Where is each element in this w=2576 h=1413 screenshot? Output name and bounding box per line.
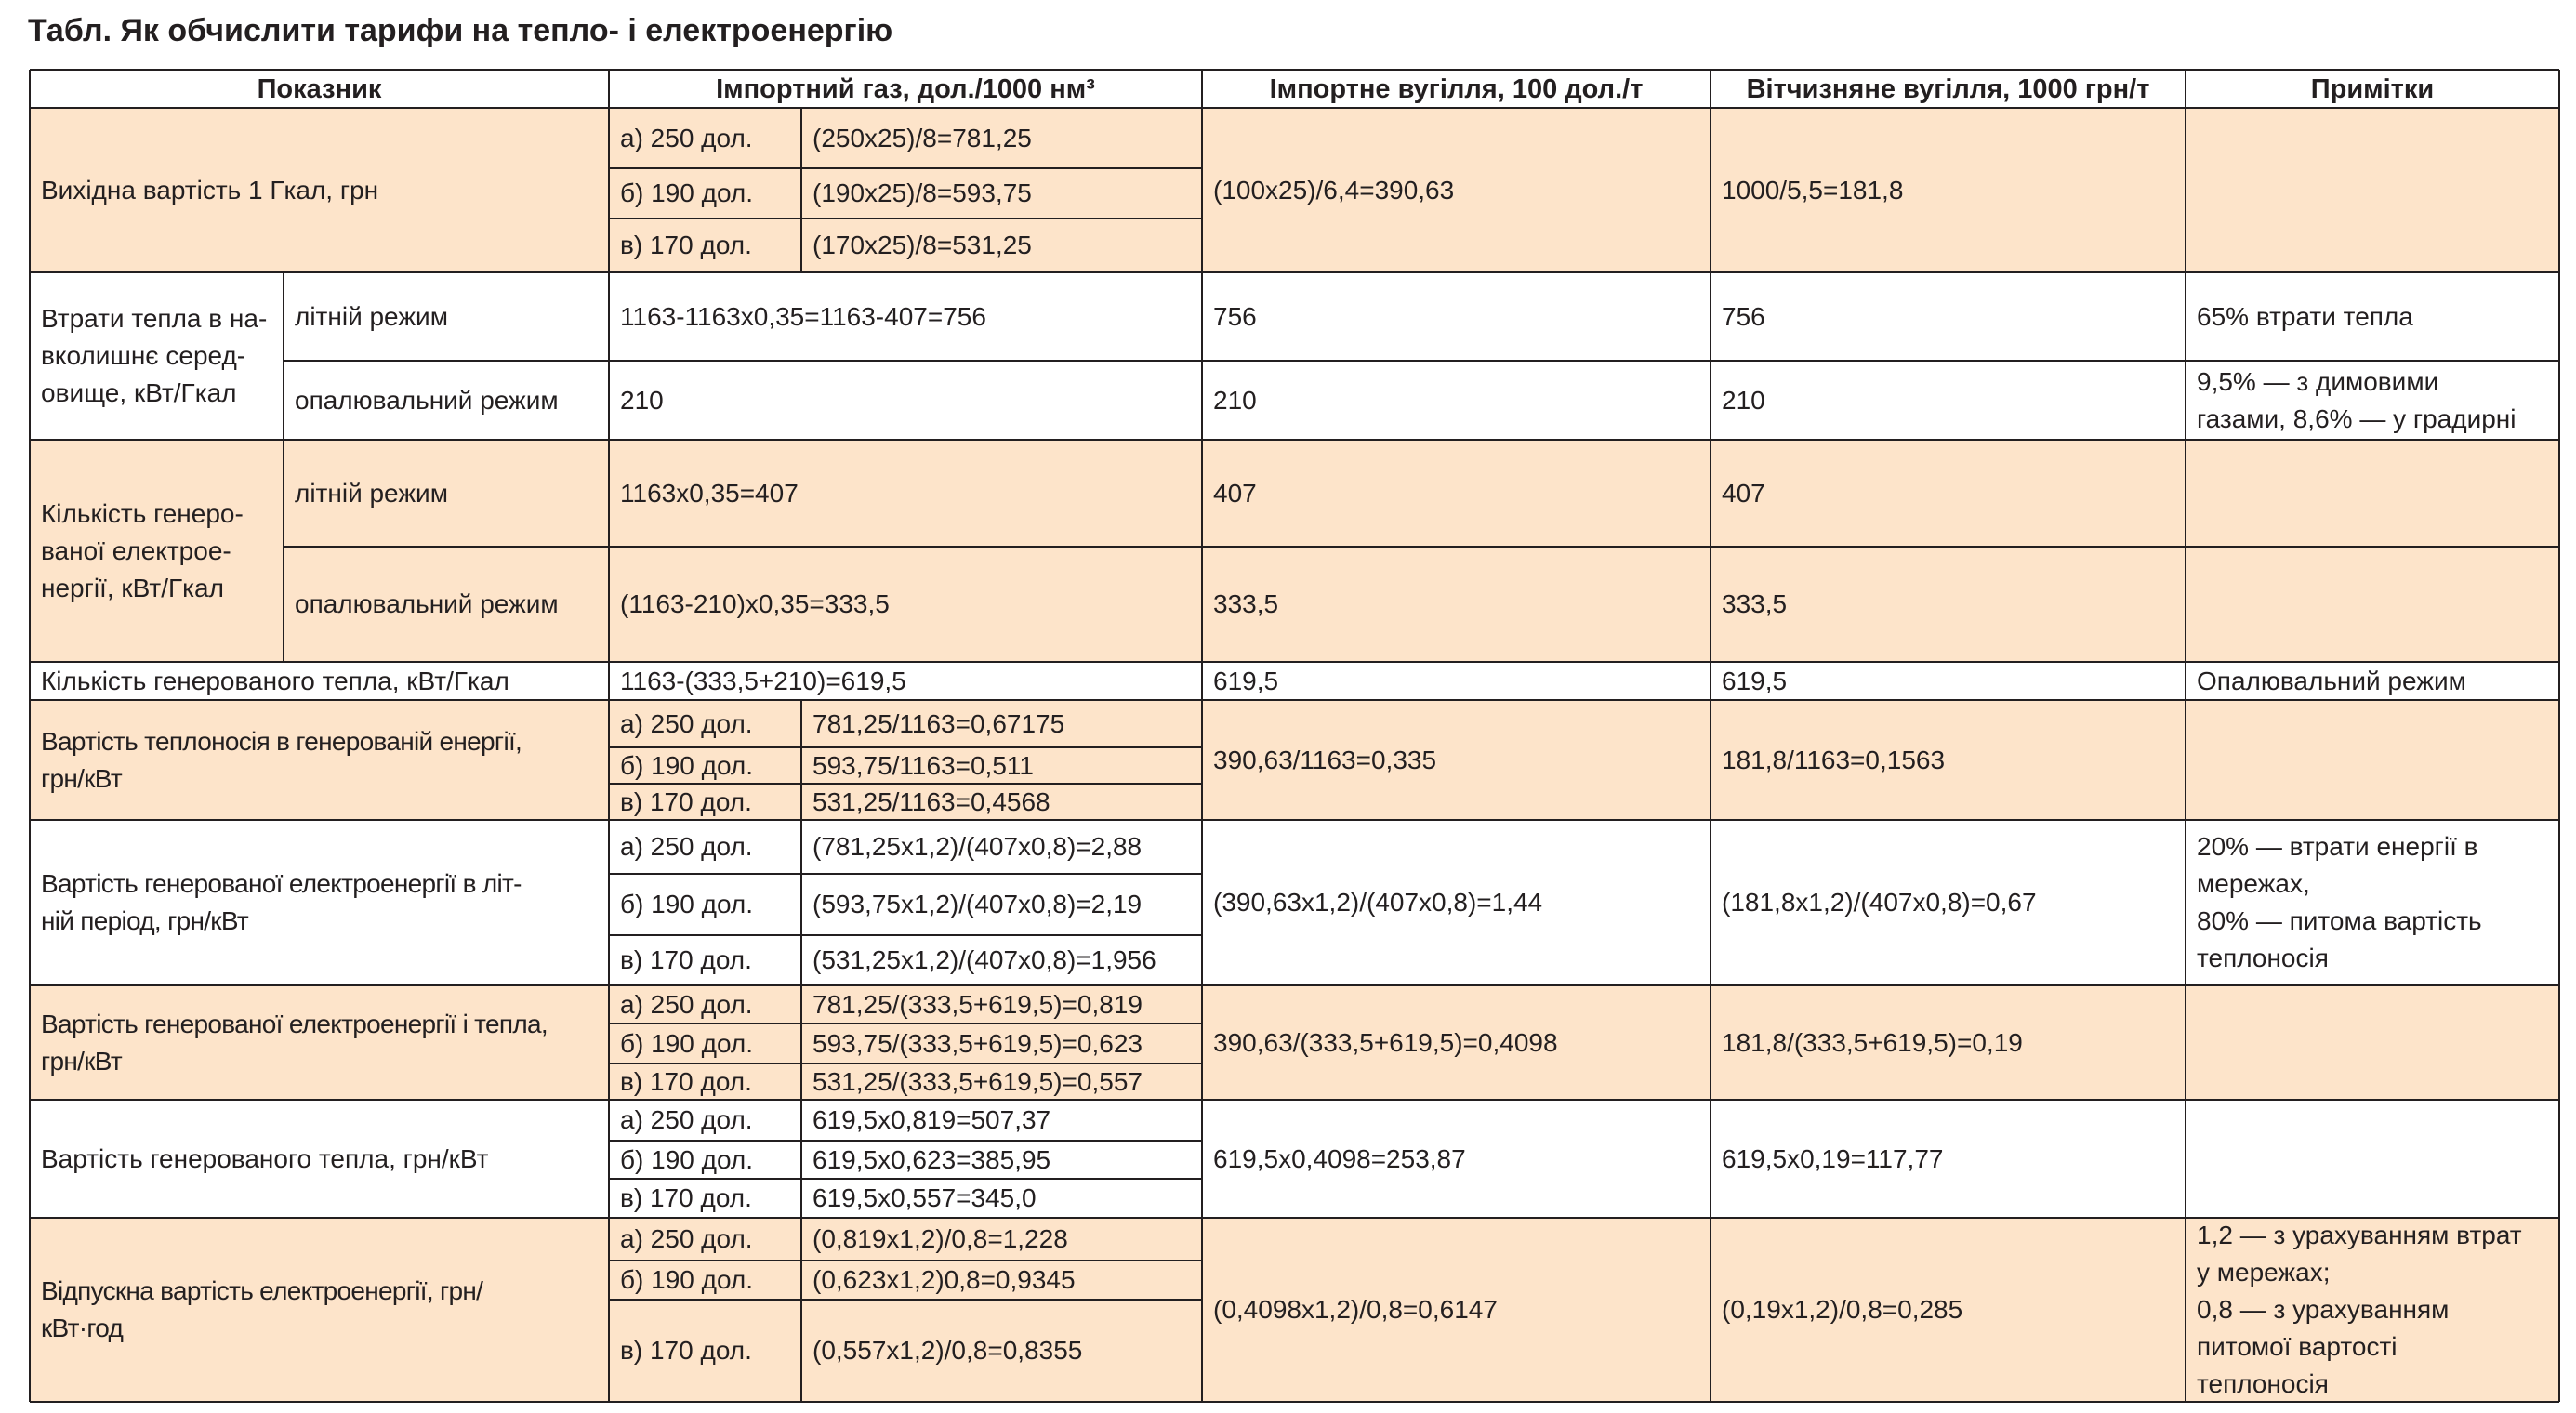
r5-gas-price-text: а) 250 дол. xyxy=(620,708,753,738)
r6-gas-calc-text: (781,25х1,2)/(407х0,8)=2,88 xyxy=(812,832,1143,861)
r3-label-text: Кількість генеро- ваної електрое- нергії, кВт/Гкал xyxy=(41,498,244,602)
r2-domestic-coal-text: 210 xyxy=(1722,385,1765,415)
r6-gas-calc xyxy=(801,874,1202,935)
r1-gas-price xyxy=(609,108,801,168)
r7-gas-price xyxy=(609,1063,801,1100)
r6-label xyxy=(30,820,609,985)
r7-gas-calc-text: 531,25/(333,5+619,5)=0,557 xyxy=(812,1066,1143,1096)
r5-gas-calc xyxy=(801,784,1202,820)
r8-label-text: Вартість генерованого тепла, грн/кВт xyxy=(41,1143,489,1173)
r6-label-text: Вартість генерованої електроенергії в літ- ній період, грн/кВт xyxy=(41,869,522,935)
r3-mode xyxy=(284,440,609,547)
r1-gas-price xyxy=(609,168,801,218)
r2-imported-coal-text: 756 xyxy=(1213,301,1257,331)
r6-imported-coal-text: (390,63х1,2)/(407х0,8)=1,44 xyxy=(1213,888,1543,917)
r7-domestic-coal-text: 181,8/(333,5+619,5)=0,19 xyxy=(1722,1027,2023,1057)
r7-gas-price-text: в) 170 дол. xyxy=(620,1066,752,1096)
r5-gas-price-text: б) 190 дол. xyxy=(620,750,754,780)
header-indicator-text: Показник xyxy=(257,73,382,104)
r8-gas-calc-text: 619,5х0,557=345,0 xyxy=(812,1183,1037,1212)
r3-imported-coal xyxy=(1202,440,1711,547)
r7-gas-price xyxy=(609,985,801,1023)
r3-imported-gas xyxy=(609,440,1202,547)
r6-notes-text: 20% — втрати енергії в мережах, 80% — питома вартість теплоносія xyxy=(2197,832,2482,972)
r5-gas-price xyxy=(609,700,801,747)
r4-imported-coal-text: 619,5 xyxy=(1213,666,1279,695)
r3-imported-gas-text: (1163-210)х0,35=333,5 xyxy=(620,589,890,618)
r2-notes-text: 65% втрати тепла xyxy=(2197,301,2413,331)
r1-gas-calc-text: (190х25)/8=593,75 xyxy=(812,178,1032,207)
header-notes xyxy=(2186,70,2559,108)
r8-gas-price xyxy=(609,1179,801,1218)
r2-imported-gas-text: 1163-1163х0,35=1163-407=756 xyxy=(620,301,986,331)
r2-mode-text: літній режим xyxy=(295,301,448,331)
r7-gas-calc xyxy=(801,1023,1202,1063)
header-domestic-coal-text: Вітчизняне вугілля, 1000 грн/т xyxy=(1746,73,2150,104)
r9-imported-coal-text: (0,4098х1,2)/0,8=0,6147 xyxy=(1213,1295,1498,1324)
r1-label-text: Вихідна вартість 1 Гкал, грн xyxy=(41,175,379,205)
r5-label xyxy=(30,700,609,820)
r7-gas-calc-text: 593,75/(333,5+619,5)=0,623 xyxy=(812,1028,1143,1058)
r9-domestic-coal-text: (0,19х1,2)/0,8=0,285 xyxy=(1722,1295,1963,1324)
r7-gas-price-text: а) 250 дол. xyxy=(620,989,753,1019)
r3-imported-coal-text: 333,5 xyxy=(1213,589,1279,618)
r9-domestic-coal xyxy=(1711,1218,2186,1402)
r1-gas-price xyxy=(609,218,801,272)
r2-domestic-coal xyxy=(1711,272,2186,361)
r6-gas-calc-text: (531,25х1,2)/(407х0,8)=1,956 xyxy=(812,945,1156,974)
r9-notes-text: 1,2 — з урахуванням втрат у мережах; 0,8 — з урахуванням питомої вартості теплоносія xyxy=(2197,1221,2522,1398)
r1-gas-calc-text: (170х25)/8=531,25 xyxy=(812,231,1032,259)
r3-domestic-coal-text: 333,5 xyxy=(1722,589,1788,618)
r1-gas-calc xyxy=(801,108,1202,168)
r8-gas-calc xyxy=(801,1179,1202,1218)
r3-mode xyxy=(284,547,609,662)
r6-gas-calc xyxy=(801,820,1202,874)
r9-gas-price xyxy=(609,1218,801,1261)
r2-mode xyxy=(284,272,609,361)
r9-gas-calc xyxy=(801,1261,1202,1300)
r1-notes xyxy=(2186,108,2559,272)
r4-domestic-coal-text: 619,5 xyxy=(1722,666,1788,695)
r1-gas-price-text: в) 170 дол. xyxy=(620,231,752,259)
r5-label-text: Вартість теплоносія в генерованій енергії, грн/кВт xyxy=(41,726,522,793)
r9-gas-calc xyxy=(801,1218,1202,1261)
r5-gas-price xyxy=(609,747,801,784)
r5-gas-calc xyxy=(801,700,1202,747)
r6-imported-coal xyxy=(1202,820,1711,985)
r1-domestic-coal-text: 1000/5,5=181,8 xyxy=(1722,175,1904,205)
r7-imported-coal-text: 390,63/(333,5+619,5)=0,4098 xyxy=(1213,1027,1558,1057)
r7-gas-calc xyxy=(801,985,1202,1023)
r7-gas-price xyxy=(609,1023,801,1063)
r4-domestic-coal xyxy=(1711,662,2186,700)
r9-gas-calc-text: (0,819х1,2)/0,8=1,228 xyxy=(812,1224,1068,1253)
r1-imported-coal-text: (100х25)/6,4=390,63 xyxy=(1213,175,1455,205)
r2-notes xyxy=(2186,272,2559,361)
r3-imported-gas-text: 1163х0,35=407 xyxy=(620,478,799,508)
r6-notes xyxy=(2186,820,2559,985)
header-imported-coal xyxy=(1202,70,1711,108)
r6-gas-calc-text: (593,75х1,2)/(407х0,8)=2,19 xyxy=(812,890,1143,918)
r5-notes xyxy=(2186,700,2559,820)
r1-domestic-coal xyxy=(1711,108,2186,272)
r8-gas-calc xyxy=(801,1100,1202,1141)
header-imported-coal-text: Імпортне вугілля, 100 дол./т xyxy=(1269,73,1644,104)
r9-gas-calc xyxy=(801,1300,1202,1402)
r9-label xyxy=(30,1218,609,1402)
header-imported-gas xyxy=(609,70,1202,108)
r2-mode-text: опалювальний режим xyxy=(295,385,559,415)
r4-label xyxy=(30,662,609,700)
r9-imported-coal xyxy=(1202,1218,1711,1402)
r7-label xyxy=(30,985,609,1100)
r4-label-text: Кількість генерованого тепла, кВт/Гкал xyxy=(41,666,509,695)
r2-notes xyxy=(2186,361,2559,440)
r1-gas-calc xyxy=(801,218,1202,272)
r5-gas-calc-text: 593,75/1163=0,511 xyxy=(812,750,1034,780)
r9-gas-price-text: а) 250 дол. xyxy=(620,1224,753,1253)
r8-gas-price xyxy=(609,1100,801,1141)
r2-imported-gas xyxy=(609,272,1202,361)
r8-gas-price-text: в) 170 дол. xyxy=(620,1183,752,1212)
header-notes-text: Примітки xyxy=(2310,73,2435,104)
r2-mode xyxy=(284,361,609,440)
r8-imported-coal xyxy=(1202,1100,1711,1218)
r2-domestic-coal-text: 756 xyxy=(1722,301,1765,331)
r7-domestic-coal xyxy=(1711,985,2186,1100)
r1-gas-calc xyxy=(801,168,1202,218)
r6-gas-calc xyxy=(801,935,1202,985)
r7-label-text: Вартість генерованої електроенергії і тепла, грн/кВт xyxy=(41,1009,548,1076)
r7-gas-calc xyxy=(801,1063,1202,1100)
r9-gas-price xyxy=(609,1261,801,1300)
r8-gas-price-text: а) 250 дол. xyxy=(620,1105,753,1134)
r8-gas-price xyxy=(609,1141,801,1179)
r3-label xyxy=(30,440,284,662)
r1-gas-price-text: а) 250 дол. xyxy=(620,123,753,152)
r6-gas-price xyxy=(609,820,801,874)
r8-gas-calc-text: 619,5х0,819=507,37 xyxy=(812,1105,1051,1134)
r9-gas-price-text: в) 170 дол. xyxy=(620,1336,752,1365)
r6-domestic-coal-text: (181,8х1,2)/(407х0,8)=0,67 xyxy=(1722,888,2037,917)
r5-gas-calc-text: 781,25/1163=0,67175 xyxy=(812,708,1065,738)
r8-label xyxy=(30,1100,609,1218)
r8-gas-calc-text: 619,5х0,623=385,95 xyxy=(812,1144,1051,1174)
r4-imported-coal xyxy=(1202,662,1711,700)
table-title: Табл. Як обчислити тарифи на тепло- і електроенергію xyxy=(28,13,893,48)
r3-domestic-coal xyxy=(1711,440,2186,547)
r2-notes-text: 9,5% — з димовими газами, 8,6% — у градирні xyxy=(2197,366,2517,433)
r6-gas-price-text: в) 170 дол. xyxy=(620,945,752,974)
r2-imported-coal-text: 210 xyxy=(1213,385,1257,415)
r6-gas-price xyxy=(609,935,801,985)
r5-imported-coal-text: 390,63/1163=0,335 xyxy=(1213,745,1437,774)
r9-gas-price-text: б) 190 дол. xyxy=(620,1265,754,1294)
r3-mode-text: опалювальний режим xyxy=(295,589,559,618)
r2-label xyxy=(30,272,284,440)
r9-gas-price xyxy=(609,1300,801,1402)
r6-domestic-coal xyxy=(1711,820,2186,985)
r3-mode-text: літній режим xyxy=(295,478,448,508)
r8-gas-calc xyxy=(801,1141,1202,1179)
r9-gas-calc-text: (0,557х1,2)/0,8=0,8355 xyxy=(812,1336,1083,1365)
r2-label-text: Втрати тепла в на- вколишнє серед- овище, кВт/Гкал xyxy=(41,304,268,407)
r3-imported-coal-text: 407 xyxy=(1213,478,1257,508)
r3-domestic-coal xyxy=(1711,547,2186,662)
r1-gas-price-text: б) 190 дол. xyxy=(620,178,754,207)
r6-gas-price xyxy=(609,874,801,935)
r8-gas-price-text: б) 190 дол. xyxy=(620,1144,754,1174)
r7-gas-price-text: б) 190 дол. xyxy=(620,1028,754,1058)
r5-domestic-coal xyxy=(1711,700,2186,820)
header-indicator xyxy=(30,70,609,108)
header-imported-gas-text: Імпортний газ, дол./1000 нм³ xyxy=(716,73,1095,104)
r5-imported-coal xyxy=(1202,700,1711,820)
r6-gas-price-text: а) 250 дол. xyxy=(620,832,753,861)
r3-imported-gas xyxy=(609,547,1202,662)
r5-gas-calc xyxy=(801,747,1202,784)
r4-notes xyxy=(2186,662,2559,700)
r7-imported-coal xyxy=(1202,985,1711,1100)
r2-imported-coal xyxy=(1202,361,1711,440)
r5-gas-calc-text: 531,25/1163=0,4568 xyxy=(812,786,1050,816)
r9-label-text: Відпускна вартість електроенергії, грн/ кВт·год xyxy=(41,1276,483,1342)
header-domestic-coal xyxy=(1711,70,2186,108)
r2-imported-coal xyxy=(1202,272,1711,361)
r8-notes xyxy=(2186,1100,2559,1218)
r4-imported-gas-text: 1163-(333,5+210)=619,5 xyxy=(620,666,906,695)
r1-gas-calc-text: (250х25)/8=781,25 xyxy=(812,123,1032,152)
r3-notes xyxy=(2186,440,2559,547)
r9-gas-calc-text: (0,623х1,2)0,8=0,9345 xyxy=(812,1265,1076,1294)
r3-imported-coal xyxy=(1202,547,1711,662)
r5-gas-price-text: в) 170 дол. xyxy=(620,786,752,816)
r7-notes xyxy=(2186,985,2559,1100)
r4-notes-text: Опалювальний режим xyxy=(2197,666,2466,695)
r2-imported-gas xyxy=(609,361,1202,440)
r1-label xyxy=(30,108,609,272)
r7-gas-calc-text: 781,25/(333,5+619,5)=0,819 xyxy=(812,989,1143,1019)
r8-imported-coal-text: 619,5х0,4098=253,87 xyxy=(1213,1143,1466,1173)
r8-domestic-coal xyxy=(1711,1100,2186,1218)
r2-domestic-coal xyxy=(1711,361,2186,440)
r1-imported-coal xyxy=(1202,108,1711,272)
r4-imported-gas xyxy=(609,662,1202,700)
r2-imported-gas-text: 210 xyxy=(620,385,664,415)
r3-notes xyxy=(2186,547,2559,662)
r5-gas-price xyxy=(609,784,801,820)
r8-domestic-coal-text: 619,5х0,19=117,77 xyxy=(1722,1143,1944,1173)
r9-notes xyxy=(2186,1218,2559,1402)
r5-domestic-coal-text: 181,8/1163=0,1563 xyxy=(1722,745,1946,774)
r3-domestic-coal-text: 407 xyxy=(1722,478,1765,508)
r6-gas-price-text: б) 190 дол. xyxy=(620,890,754,918)
